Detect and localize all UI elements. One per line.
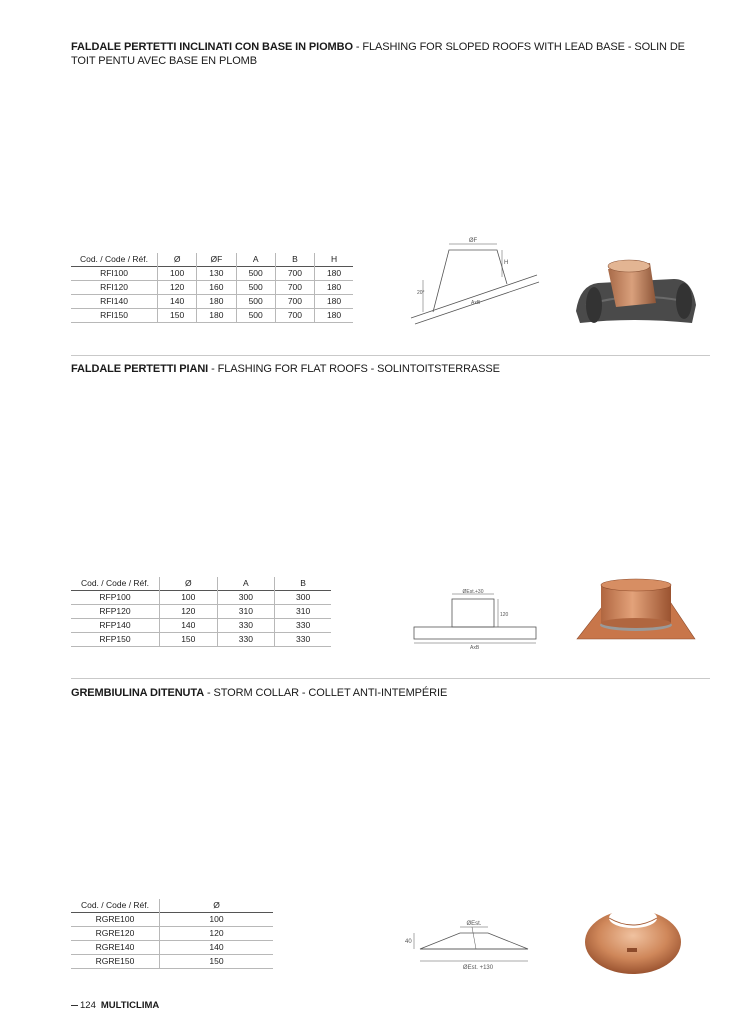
diagram-label: H <box>504 260 509 266</box>
page-footer <box>71 1000 159 1012</box>
section-title-flat <box>71 362 711 376</box>
table-cell: 500 <box>236 281 275 295</box>
table-header: B <box>275 577 331 591</box>
table-cell: 120 <box>158 281 197 295</box>
table-header: Ø <box>158 253 197 267</box>
table-cell: 310 <box>275 605 331 619</box>
table-cell: 180 <box>197 295 236 309</box>
table-cell: RGRE150 <box>95 956 135 966</box>
table-header: A <box>217 577 275 591</box>
section-title-sloped <box>71 40 711 68</box>
table-cell: 180 <box>197 309 236 323</box>
footer-brand: MULTICLIMA <box>100 1000 160 1011</box>
table-row <box>71 295 353 309</box>
section-divider <box>71 355 710 356</box>
table-cell: 120 <box>160 605 218 619</box>
table-row <box>71 927 273 941</box>
table-cell: 500 <box>236 309 275 323</box>
table-header: B <box>275 253 314 267</box>
table-header: Cod. / Code / Réf. <box>79 254 149 264</box>
section-divider <box>71 678 710 679</box>
table-cell: 180 <box>315 267 353 281</box>
table-cell: 120 <box>160 927 274 941</box>
table-cell: 330 <box>275 633 331 647</box>
table-row <box>71 591 331 605</box>
diagram-label: ØEst.+30 <box>462 589 484 595</box>
table-header: Ø <box>160 577 218 591</box>
table-header: A <box>236 253 275 267</box>
diagram-label: 20° <box>417 290 425 296</box>
diagram-label: 120 <box>500 612 509 618</box>
section-title-bold: FALDALE PERTETTI INCLINATI CON BASE IN PIOMBO <box>71 41 353 53</box>
table-cell: 330 <box>275 619 331 633</box>
table-cell: 140 <box>160 941 274 955</box>
table-cell: RFI150 <box>100 310 128 320</box>
table-header-row <box>71 899 273 913</box>
table-header: Cod. / Code / Réf. <box>80 900 150 910</box>
table-cell: RFI140 <box>100 296 128 306</box>
table-cell: 100 <box>160 591 218 605</box>
table-row <box>71 267 353 281</box>
table-cell: 180 <box>315 295 353 309</box>
table-row <box>71 619 331 633</box>
table-cell: 150 <box>160 955 274 969</box>
spec-table-flat <box>71 577 331 647</box>
spec-table-sloped <box>71 253 353 323</box>
table-cell: 180 <box>315 309 353 323</box>
table-row <box>71 633 331 647</box>
table-header: ØF <box>197 253 236 267</box>
table-cell: 300 <box>217 591 275 605</box>
table-header: Ø <box>160 899 274 913</box>
table-cell: 180 <box>315 281 353 295</box>
section-title-rest: - FLASHING FOR SLOPED ROOFS WITH LEAD BASE - SOLIN DE TOIT PENTU AVEC BASE EN PLOMB <box>71 41 685 67</box>
storm-collar-diagram <box>402 915 550 973</box>
section-title-storm-collar <box>71 686 711 700</box>
table-cell: RGRE140 <box>95 942 135 952</box>
table-cell: 310 <box>217 605 275 619</box>
table-cell: RGRE120 <box>95 928 135 938</box>
section-title-rest: - FLASHING FOR FLAT ROOFS - SOLINTOITSTERRASSE <box>208 363 500 375</box>
table-cell: 330 <box>217 633 275 647</box>
table-header: Cod. / Code / Réf. <box>80 578 150 588</box>
diagram-label: ØF <box>468 238 478 244</box>
sloped-lead-flashing-photo-icon <box>572 245 700 327</box>
diagram-label: AxB <box>470 645 480 651</box>
table-cell: 700 <box>275 309 314 323</box>
table-cell: 140 <box>160 619 218 633</box>
table-cell: RGRE100 <box>95 914 135 924</box>
diagram-label: AxB <box>471 300 481 306</box>
table-header-row <box>71 253 353 267</box>
table-cell: 700 <box>275 281 314 295</box>
table-cell: 700 <box>275 295 314 309</box>
table-cell: 330 <box>217 619 275 633</box>
table-cell: RFI100 <box>100 268 128 278</box>
diagram-label: 40 <box>405 939 412 945</box>
diagram-label: ØEst. <box>466 921 482 927</box>
section-title-rest: - STORM COLLAR - COLLET ANTI-INTEMPÉRIE <box>204 687 448 699</box>
table-row <box>71 941 273 955</box>
diagram-label: ØEst. +130 <box>462 965 494 971</box>
table-cell: RFP150 <box>99 634 131 644</box>
table-cell: 500 <box>236 295 275 309</box>
table-row <box>71 309 353 323</box>
copper-storm-collar-photo-icon <box>583 898 683 978</box>
sloped-flashing-diagram <box>405 232 545 328</box>
table-cell: 300 <box>275 591 331 605</box>
copper-flat-flashing-photo-icon <box>575 575 697 645</box>
table-cell: 100 <box>160 913 274 927</box>
table-cell: 150 <box>160 633 218 647</box>
table-cell: RFP100 <box>99 592 131 602</box>
table-cell: 150 <box>158 309 197 323</box>
table-row <box>71 913 273 927</box>
table-header: H <box>315 253 353 267</box>
section-title-bold: FALDALE PERTETTI PIANI <box>71 363 209 375</box>
spec-table-storm-collar <box>71 899 273 969</box>
table-cell: RFI120 <box>100 282 128 292</box>
table-cell: 160 <box>197 281 236 295</box>
table-cell: 100 <box>158 267 197 281</box>
section-title-bold: GREMBIULINA DITENUTA <box>71 687 205 699</box>
table-cell: RFP140 <box>99 620 131 630</box>
footer-dash <box>71 1005 78 1006</box>
table-header-row <box>71 577 331 591</box>
table-row <box>71 605 331 619</box>
page-number: 124 <box>80 1000 96 1011</box>
table-cell: 130 <box>197 267 236 281</box>
table-row <box>71 955 273 969</box>
table-cell: 500 <box>236 267 275 281</box>
table-row <box>71 281 353 295</box>
table-cell: RFP120 <box>99 606 131 616</box>
table-cell: 140 <box>158 295 197 309</box>
table-cell: 700 <box>275 267 314 281</box>
flat-flashing-diagram <box>408 585 542 651</box>
